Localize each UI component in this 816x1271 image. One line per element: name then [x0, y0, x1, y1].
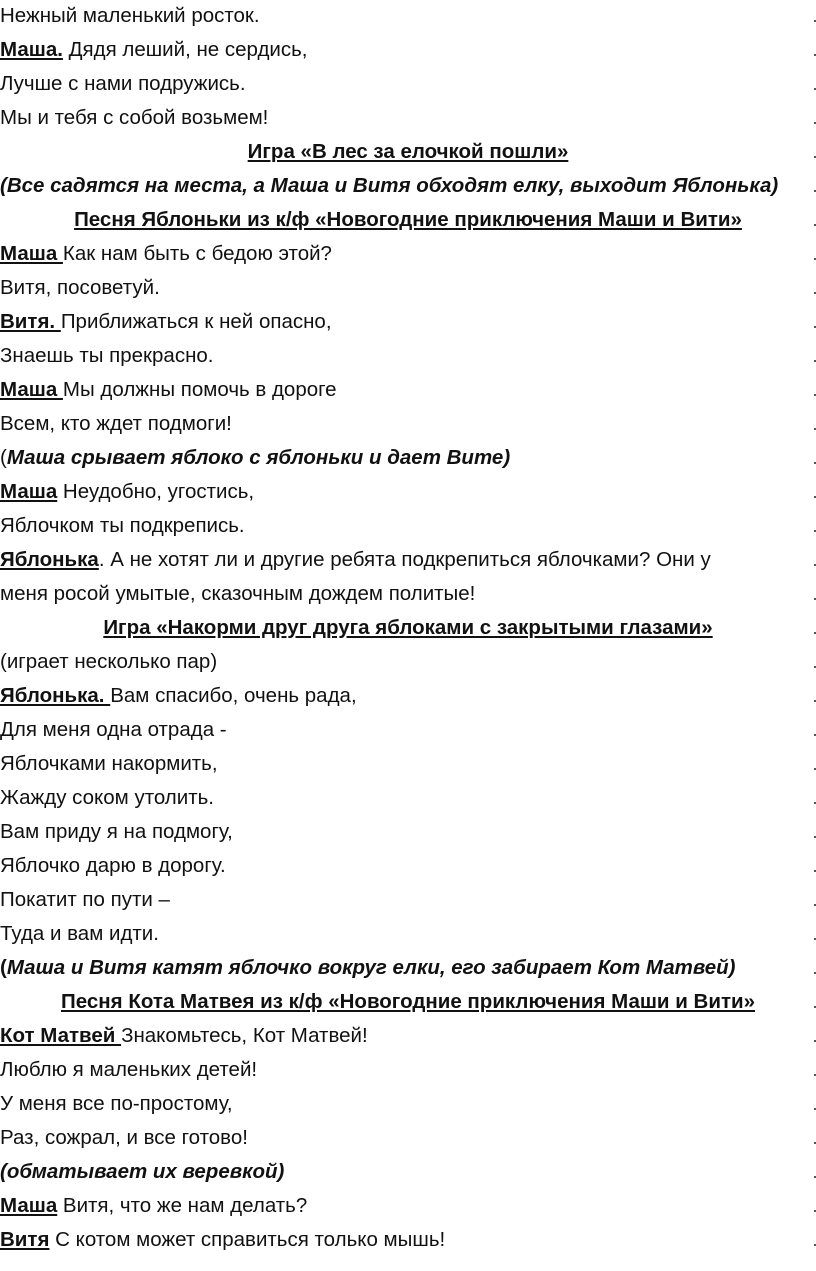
speaker-name: Яблонька. — [0, 684, 111, 707]
line-text: Знаешь ты прекрасно. — [0, 344, 214, 367]
line-text: Мы должны помочь в дороге — [62, 378, 337, 401]
dialogue-line — [0, 33, 816, 67]
text-line — [0, 0, 816, 33]
text-line — [0, 849, 816, 883]
speaker-name: Маша — [0, 1194, 58, 1217]
text-line — [0, 271, 816, 305]
speaker-name: Маша — [0, 242, 63, 265]
section-heading — [0, 985, 816, 1019]
line-text: меня росой умытые, сказочным дождем политые! — [0, 582, 476, 605]
dialogue-line — [0, 679, 816, 713]
stage-direction — [0, 1155, 816, 1189]
speaker-name: Маша. — [0, 38, 63, 61]
line-text: Всем, кто ждет подмоги! — [0, 412, 232, 435]
dialogue-line — [0, 373, 816, 407]
text-line — [0, 815, 816, 849]
line-text: Для меня одна отрада - — [0, 718, 227, 741]
line-text: Знакомьтесь, Кот Матвей! — [121, 1024, 368, 1047]
speaker-name: Кот Матвей — [0, 1024, 122, 1047]
text-line — [0, 407, 816, 441]
stage-direction — [0, 169, 816, 203]
line-text: Приближаться к ней опасно, — [60, 310, 332, 333]
section-heading — [0, 611, 816, 645]
heading-text: Игра «В лес за елочкой пошли» — [247, 140, 569, 163]
dialogue-line — [0, 543, 816, 577]
text-line — [0, 713, 816, 747]
text-line — [0, 1121, 816, 1155]
line-text: Люблю я маленьких детей! — [0, 1058, 258, 1081]
line-text: Яблочко дарю в дорогу. — [0, 854, 226, 877]
text-line — [0, 883, 816, 917]
speaker-name: Витя. — [0, 310, 61, 333]
line-text: У меня все по-простому, — [0, 1092, 233, 1115]
line-text: Как нам быть с бедою этой? — [62, 242, 332, 265]
text-line — [0, 577, 816, 611]
text-line — [0, 1087, 816, 1121]
line-text: Витя, посоветуй. — [0, 276, 160, 299]
speaker-name: Маша — [0, 378, 63, 401]
text-line — [0, 509, 816, 543]
line-text: Яблочком ты подкрепись. — [0, 514, 245, 537]
stage-direction — [0, 951, 816, 985]
line-text: Дядя леший, не сердись, — [62, 38, 308, 61]
dialogue-line — [0, 237, 816, 271]
section-heading — [0, 135, 816, 169]
text-line — [0, 917, 816, 951]
text-line — [0, 101, 816, 135]
text-line — [0, 67, 816, 101]
heading-text: Песня Яблоньки из к/ф «Новогодние приключения Маши и Вити» — [74, 208, 742, 231]
line-text: Жажду соком утолить. — [0, 786, 214, 809]
text-line — [0, 781, 816, 815]
line-text: Лучше с нами подружись. — [0, 72, 246, 95]
stage-direction — [0, 441, 816, 475]
dialogue-line — [0, 1189, 816, 1223]
speaker-name: Яблонька — [0, 548, 99, 571]
text-line — [0, 747, 816, 781]
line-text: (играет несколько пар) — [0, 650, 218, 673]
line-text: Туда и вам идти. — [0, 922, 159, 945]
line-text: Вам приду я на подмогу, — [0, 820, 233, 843]
open-paren: ( — [0, 446, 7, 469]
direction-text: (Все садятся на места, а Маша и Витя обходят елку, выходит Яблонька) — [0, 174, 779, 197]
line-text: Раз, сожрал, и все готово! — [0, 1126, 248, 1149]
dialogue-line — [0, 1019, 816, 1053]
section-heading — [0, 203, 816, 237]
text-line — [0, 339, 816, 373]
line-text: С котом может справиться только мышь! — [49, 1228, 446, 1251]
text-line — [0, 1053, 816, 1087]
line-text: . А не хотят ли и другие ребята подкрепиться яблочками? Они у — [98, 548, 711, 571]
heading-text: Игра «Накорми друг друга яблоками с закрытыми глазами» — [103, 616, 713, 639]
line-text: Витя, что же нам делать? — [57, 1194, 308, 1217]
direction-text: (обматывает их веревкой) — [0, 1160, 285, 1183]
line-text: Вам спасибо, очень рада, — [110, 684, 357, 707]
dialogue-line — [0, 475, 816, 509]
dialogue-line — [0, 1223, 816, 1257]
text-line — [0, 645, 816, 679]
direction-text: Маша срывает яблоко с яблоньки и дает Вите) — [6, 446, 511, 469]
line-text: Яблочками накормить, — [0, 752, 218, 775]
direction-text: Маша и Витя катят яблочко вокруг елки, его забирает Кот Матвей) — [6, 956, 736, 979]
line-text: Мы и тебя с собой возьмем! — [0, 106, 269, 129]
dialogue-line — [0, 305, 816, 339]
open-paren: ( — [0, 956, 7, 979]
speaker-name: Витя — [0, 1228, 50, 1251]
line-text: Покатит по пути – — [0, 888, 170, 911]
heading-text: Песня Кота Матвея из к/ф «Новогодние приключения Маши и Вити» — [61, 990, 755, 1013]
speaker-name: Маша — [0, 480, 58, 503]
line-text: Неудобно, угостись, — [57, 480, 255, 503]
line-text: Нежный маленький росток. — [0, 4, 260, 27]
